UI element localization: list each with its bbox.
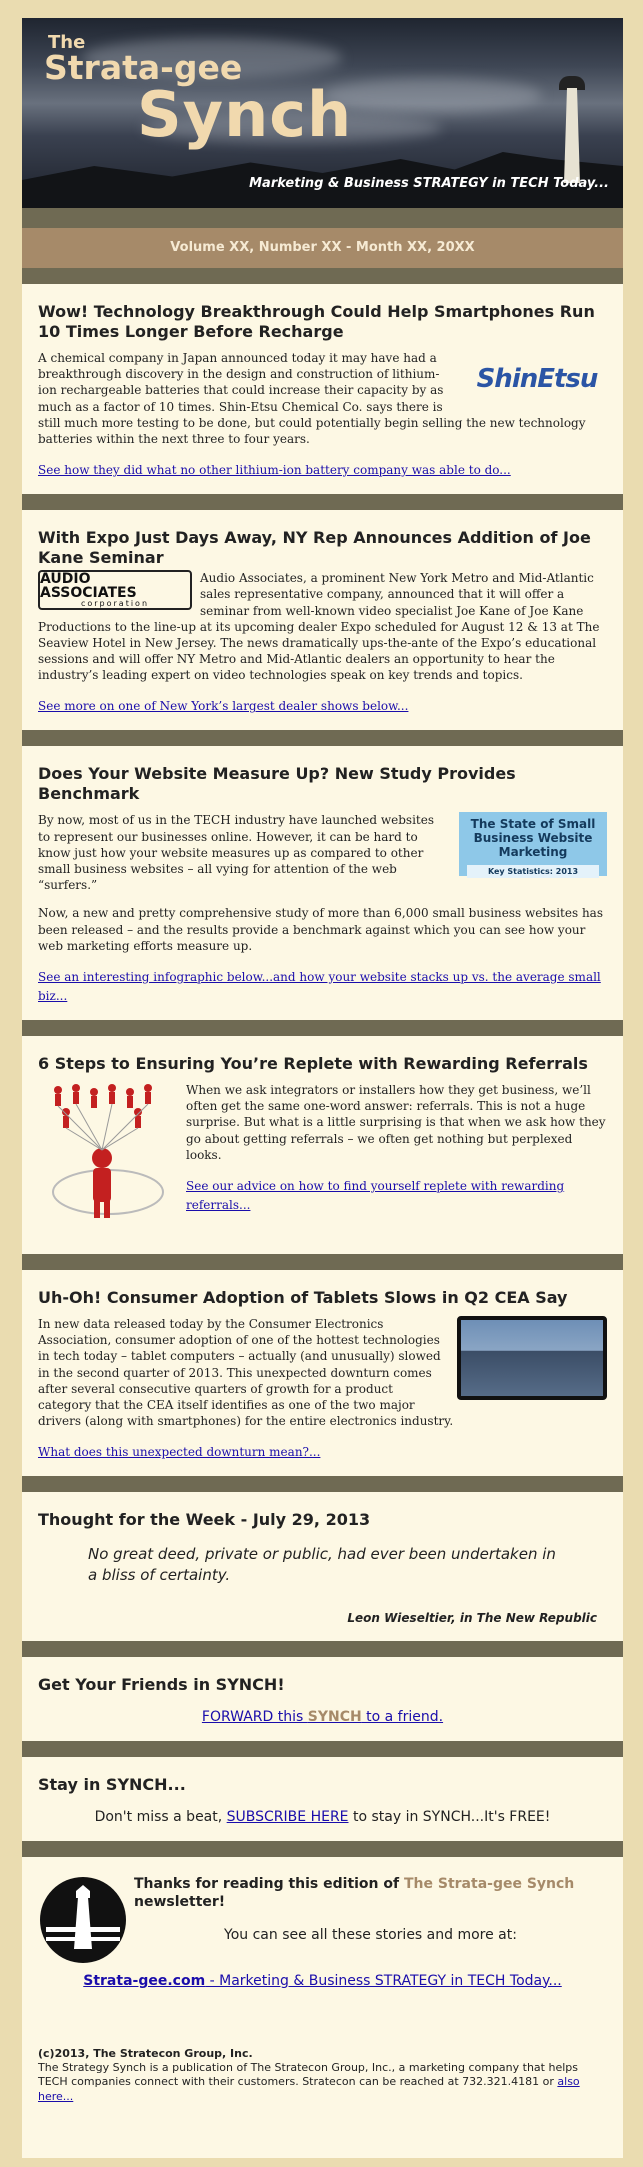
masthead-strata: Strata-gee <box>44 48 243 87</box>
people-network-icon <box>38 1082 178 1232</box>
article-body: A chemical company in Japan announced today it may have had a breakthrough discovery in the design and construction of lithium-ion rechargeable batteries that could increase their capacity by as much as a factor of 10 times. Shin-Etsu Chemical Co. says there is still much more testing to be done, but could potentially begin selling the new technology batteries within the next three to four years. <box>38 351 586 446</box>
subscribe-link[interactable]: SUBSCRIBE HERE <box>226 1808 349 1825</box>
masthead-tagline: Marketing & Business STRATEGY in TECH Today... <box>249 176 609 191</box>
lighthouse <box>562 88 582 183</box>
article-title: Uh-Oh! Consumer Adoption of Tablets Slows in Q2 CEA Say <box>38 1287 568 1307</box>
separator <box>22 494 623 510</box>
lighthouse-cap <box>559 76 585 90</box>
site-tagline: - Marketing & Business STRATEGY in TECH Today... <box>205 1972 562 1989</box>
separator <box>22 1741 623 1757</box>
thought-for-week <box>22 1492 623 1641</box>
separator <box>22 730 623 746</box>
article-body: When we ask integrators or installers how they get business, we’ll often get the same one-word answer: referrals. This is not a huge surprise. But what is a little surprising is that when we ask how they go about getting referrals – we often get nothing but perplexed looks. <box>186 1082 606 1162</box>
audio-associates-logo <box>38 570 192 610</box>
separator <box>22 1476 623 1492</box>
infographic-subtitle: Key Statistics: 2013 <box>467 865 599 878</box>
thanks-more: You can see all these stories and more at: <box>224 1927 517 1944</box>
article-link[interactable]: See an interesting infographic below...and how your website stacks up vs. the average small biz... <box>38 969 601 1003</box>
friends-title: Get Your Friends in SYNCH! <box>38 1674 285 1694</box>
forward-link[interactable] <box>202 1709 443 1725</box>
separator <box>22 208 623 228</box>
article-link[interactable]: See our advice on how to find yourself replete with rewarding referrals... <box>186 1178 565 1212</box>
thought-quote: No great deed, private or public, had ever been undertaken in a bliss of certainty. <box>88 1545 556 1584</box>
header-banner <box>22 18 623 208</box>
article-link[interactable]: See how they did what no other lithium-ion battery company was able to do... <box>38 463 511 478</box>
site-name: Strata-gee.com <box>83 1972 206 1989</box>
article-link[interactable]: See more on one of New York’s largest dealer shows below... <box>38 699 409 714</box>
stay-text-post: to stay in SYNCH...It's FREE! <box>348 1808 551 1825</box>
volume-bar: Volume XX, Number XX - Month XX, 20XX <box>22 228 623 268</box>
newsletter <box>22 18 623 2158</box>
article-title: With Expo Just Days Away, NY Rep Announces Addition of Joe Kane Seminar <box>38 528 591 568</box>
stay-section <box>22 1757 623 1841</box>
referral-network-image <box>38 1082 178 1232</box>
article-smartphone-battery <box>22 284 623 494</box>
infographic-thumbnail <box>459 812 607 876</box>
article-title: 6 Steps to Ensuring You’re Replete with Rewarding Referrals <box>38 1053 588 1073</box>
thanks-post: newsletter! <box>134 1893 226 1910</box>
tablet-image <box>457 1316 607 1400</box>
masthead-synch: Synch <box>137 78 353 151</box>
stay-title: Stay in SYNCH... <box>38 1774 186 1794</box>
article-title: Wow! Technology Breakthrough Could Help Smartphones Run 10 Times Longer Before Recharge <box>38 302 595 341</box>
separator <box>22 1641 623 1657</box>
article-link[interactable]: What does this unexpected downturn mean?... <box>38 1445 321 1460</box>
thought-attribution: Leon Wieseltier, in The New Republic <box>347 1610 597 1625</box>
shinetsu-logo: ShinEtsu <box>476 364 598 394</box>
footer-contact-link[interactable]: also here... <box>38 2075 580 2103</box>
lighthouse-logo-icon <box>38 1875 128 1965</box>
article-body: In new data released today by the Consumer Electronics Association, consumer adoption of one of the hottest technologies in tech today – tablet computers – actually (and unusually) slowed in the second quarter of 2013. This unexpected downturn comes after several consecutive quarters of growth for a product category that the CEA itself identifies as one of the two major drivers (along with smartphones) for the entire electronics industry. <box>38 1316 454 1429</box>
site-link[interactable] <box>83 1973 562 1989</box>
infographic-title: The State of Small Business Website Marketing <box>470 817 596 860</box>
footer-text: The Strategy Synch is a publication of The Stratecon Group, Inc., a marketing company that helps TECH companies connect with their customers. Stratecon can be reached at 732.321.4181 or <box>38 2061 578 2089</box>
article-title: Does Your Website Measure Up? New Study Provides Benchmark <box>38 764 516 804</box>
thanks-brand: The Strata-gee Synch <box>403 1875 575 1892</box>
article-body: Audio Associates, a prominent New York Metro and Mid-Atlantic sales representative company, announced that it will offer a seminar from well-known video specialist Joe Kane of Joe Kane Productions to the line-up at its upcoming dealer Expo scheduled for August 12 & 13 at The Seaview Hotel in New Jersey. The news dramatically ups-the-ante of the Expo’s educational sessions and will offer NY Metro and Mid-Atlantic dealers an opportunity to hear the industry’s leading expert on video technologies speak on key trends and topics. <box>38 571 600 683</box>
forward-link-text: FORWARD this <box>201 1708 308 1725</box>
article-referrals <box>22 1036 623 1254</box>
separator <box>22 1254 623 1270</box>
stay-text-pre: Don't miss a beat, <box>94 1808 227 1825</box>
article-body-2: Now, a new and pretty comprehensive study of more than 6,000 small business websites has been released – and the results provide a benchmark against which you can see how your web marketing efforts measure up. <box>38 906 603 953</box>
article-body: By now, most of us in the TECH industry have launched websites to represent our businesses online. However, it can be hard to know just how your website measures up as compared to other small business websites – all vying for attention of the web “surfers.” <box>38 813 434 893</box>
masthead-the: The <box>48 32 86 53</box>
footer-copyright: (c)2013, The Stratecon Group, Inc. <box>38 2046 253 2060</box>
separator <box>22 268 623 284</box>
logo-text: AUDIO ASSOCIATES <box>40 571 137 602</box>
separator <box>22 1841 623 1857</box>
article-website-benchmark <box>22 746 623 1020</box>
logo-subtext: corporation <box>80 599 150 609</box>
thanks-section <box>22 1857 623 2120</box>
article-expo-seminar <box>22 510 623 730</box>
separator <box>22 1020 623 1036</box>
article-tablets <box>22 1270 623 1476</box>
forward-link-text-end: to a friend. <box>361 1708 444 1725</box>
synch-brand: SYNCH <box>307 1708 362 1725</box>
thought-title: Thought for the Week - July 29, 2013 <box>38 1510 371 1530</box>
friends-section <box>22 1657 623 1741</box>
thanks-pre: Thanks for reading this edition of <box>134 1875 404 1892</box>
